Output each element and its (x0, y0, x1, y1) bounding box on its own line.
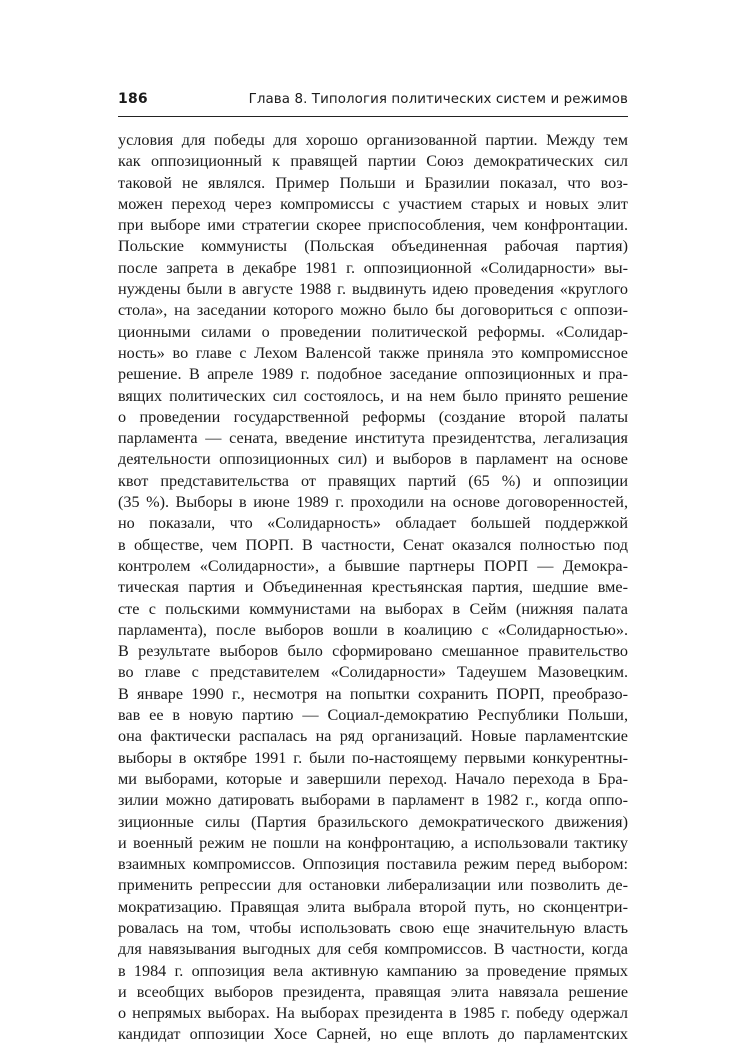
text-line: при выборе ими стратегии скорее приспособления, чем конфронтации. (118, 216, 628, 235)
text-line: она фактически распалась на ряд организаций. Новые парламентские (118, 727, 628, 746)
text-line: В январе 1990 г., несмотря на попытки сохранить ПОРП, преобразо- (118, 684, 628, 703)
text-line: деятельности оппозиционных сил) и выборов в парламент на основе (118, 450, 628, 469)
text-line: парламента), после выборов вошли в коалицию с «Солидарностью». (118, 620, 628, 639)
text-line: вящих политических сил состоялось, и на нем было принято решение (118, 386, 628, 405)
text-line: парламента — сената, введение института президентства, легализация (118, 429, 628, 448)
text-line: о проведении государственной реформы (создание второй палаты (118, 407, 628, 426)
text-line: как оппозиционный к правящей партии Союз демократических сил (118, 152, 628, 171)
text-line: для навязывания выгодных для себя компромиссов. В частности, когда (118, 940, 628, 959)
text-line: взаимных компромиссов. Оппозиция поставила режим перед выбором: (118, 855, 628, 874)
text-line: применить репрессии для остановки либерализации или позволить де- (118, 876, 628, 895)
text-line: В результате выборов было сформировано смешанное правительство (118, 642, 628, 661)
chapter-title: Глава 8. Типология политических систем и режимов (248, 92, 628, 107)
text-line: кандидат оппозиции Хосе Сарней, но еще вплоть до парламентских (118, 1025, 628, 1044)
text-line: нуждены были в августе 1988 г. выдвинуть идею проведения «круглого (118, 280, 628, 299)
body-text (118, 130, 628, 1046)
text-line: о непрямых выборах. На выборах президента в 1985 г. победу одержал (118, 1004, 628, 1023)
text-line: решение. В апреле 1989 г. подобное заседание оппозиционных и пра- (118, 365, 628, 384)
text-line: мократизацию. Правящая элита выбрала второй путь, но сконцентри- (118, 897, 628, 916)
text-line: контролем «Солидарности», а бывшие партнеры ПОРП — Демокра- (118, 556, 628, 575)
text-line: сте с польскими коммунистами на выборах в Сейм (нижняя палата (118, 599, 628, 618)
text-line: квот представительства от правящих партий (65 %) и оппозиции (118, 471, 628, 490)
text-line: ционными силами о проведении политической реформы. «Солидар- (118, 322, 628, 341)
text-line: стола», на заседании которого можно было бы договориться с оппози- (118, 301, 628, 320)
page-number: 186 (118, 91, 148, 107)
text-line: таковой не являлся. Пример Польши и Бразилии показал, что воз- (118, 173, 628, 192)
text-line: в 1984 г. оппозиция вела активную кампанию за проведение прямых (118, 961, 628, 980)
text-line: ровалась на том, чтобы использовать свою еще значительную власть (118, 918, 628, 937)
text-line: зилии можно датировать выборами в парламент в 1982 г., когда оппо- (118, 791, 628, 810)
text-line: во главе с представителем «Солидарности» Тадеушем Мазовецким. (118, 663, 628, 682)
text-line: выборы в октябре 1991 г. были по-настоящему первыми конкурентны- (118, 748, 628, 767)
text-line: вав ее в новую партию — Социал-демократию Республики Польши, (118, 706, 628, 725)
text-line: тическая партия и Объединенная крестьянская партия, шедшие вме- (118, 578, 628, 597)
text-line: Польские коммунисты (Польская объединенная рабочая партия) (118, 237, 628, 256)
text-line: и всеобщих выборов президента, правящая элита навязала решение (118, 982, 628, 1001)
text-line: условия для победы для хорошо организованной партии. Между тем (118, 131, 628, 149)
text-line: ность» во главе с Лехом Валенсой также приняла это компромиссное (118, 343, 628, 362)
text-line: (35 %). Выборы в июне 1989 г. проходили на основе договоренностей, (118, 493, 628, 512)
text-line: зиционные силы (Партия бразильского демократического движения) (118, 812, 628, 831)
text-line: и военный режим не пошли на конфронтацию, а использовали тактику (118, 833, 628, 852)
text-line: в обществе, чем ПОРП. В частности, Сенат оказался полностью под (118, 535, 628, 554)
header-rule (118, 116, 628, 117)
text-line: ми выборами, которые и завершили переход. Начало перехода в Бра- (118, 769, 628, 788)
text-line: после запрета в декабре 1981 г. оппозиционной «Солидарности» вы- (118, 258, 628, 277)
text-line: но показали, что «Солидарность» обладает большей поддержкой (118, 514, 628, 533)
running-header (118, 91, 628, 113)
text-line: можен переход через компромиссы с участием старых и новых элит (118, 194, 628, 213)
